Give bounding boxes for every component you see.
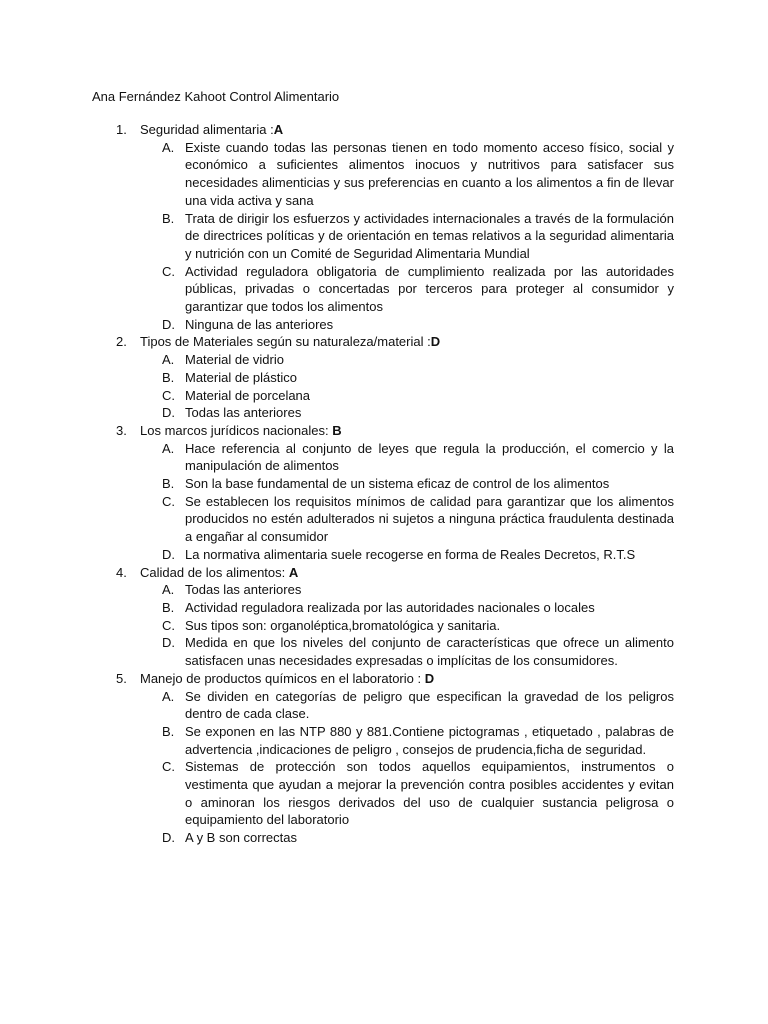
question-item: [0, 670, 768, 847]
option-letter: C.: [162, 617, 175, 633]
question-item: [0, 333, 768, 422]
option-text: Ninguna de las anteriores: [185, 316, 334, 332]
option-letter: B.: [162, 476, 175, 492]
question-item: [0, 121, 768, 333]
question-number: 1.: [116, 122, 127, 137]
option-text: Son la base fundamental de un sistema eficaz de control de los alimentos: [185, 476, 610, 492]
option-list: [0, 139, 768, 334]
question-text: Los marcos jurídicos nacionales:: [140, 422, 333, 438]
option-item: [0, 493, 674, 546]
question-number: 2.: [116, 334, 127, 350]
option-text: Sus tipos son: organoléptica,bromatológica y sanitaria.: [185, 617, 501, 633]
option-letter: A.: [162, 582, 175, 598]
question-item: [0, 564, 768, 670]
option-letter: B.: [162, 369, 175, 385]
option-letter: C.: [162, 263, 175, 279]
question-header: [0, 422, 768, 440]
option-letter: D.: [162, 635, 175, 651]
option-text: Se dividen en categorías de peligro que especifican la gravedad de los peligros dentro de cada clase.: [185, 688, 674, 722]
question-answer: A: [288, 564, 299, 580]
option-item: [0, 263, 674, 316]
option-letter: C.: [162, 493, 175, 509]
option-item: [0, 723, 674, 758]
question-header: [0, 333, 768, 351]
question-number: 3.: [116, 422, 127, 438]
option-item: [0, 351, 674, 369]
option-letter: B.: [162, 599, 175, 615]
option-text: Existe cuando todas las personas tienen en todo momento acceso físico, social y económico a suficientes alimentos inocuos y nutritivos para satisfacer sus necesidades alimenticias y sus preferencias en cuanto a los alimentos a fin de llevar una vida activa y sana: [185, 139, 674, 208]
option-letter: A.: [162, 440, 175, 456]
question-header: [0, 564, 768, 582]
option-letter: C.: [162, 759, 175, 775]
option-item: [0, 316, 674, 334]
option-item: [0, 617, 674, 635]
option-text: Actividad reguladora obligatoria de cumplimiento realizada por las autoridades públicas, privadas o concertadas por terceros para proteger al consumidor y garantizar que todos los alimentos: [185, 263, 674, 315]
question-text: Tipos de Materiales según su naturaleza/material :: [140, 334, 431, 350]
option-text: Medida en que los niveles del conjunto de características que ofrece un alimento satisfacen unas necesidades expresadas o implícitas de los consumidores.: [185, 635, 674, 669]
option-item: [0, 829, 674, 847]
option-letter: B.: [162, 723, 175, 739]
question-header: [0, 670, 768, 688]
option-text: La normativa alimentaria suele recogerse en forma de Reales Decretos, R.T.S: [185, 546, 636, 562]
option-letter: C.: [162, 387, 175, 403]
question-number: 5.: [116, 670, 127, 686]
option-item: [0, 758, 674, 829]
option-text: Sistemas de protección son todos aquellos equipamientos, instrumentos o vestimenta que ayudan a mejorar la prevención contra posibles accidentes y evitan o aminoran los riesgos derivados del uso de cualquier sustancia peligrosa o equipamiento del laboratorio: [185, 759, 674, 828]
option-item: [0, 369, 674, 387]
option-text: A y B son correctas: [185, 830, 297, 846]
option-item: [0, 387, 674, 405]
option-item: [0, 546, 674, 564]
option-list: [0, 440, 768, 564]
option-text: Material de vidrio: [185, 352, 284, 368]
question-header: [0, 121, 768, 139]
option-item: [0, 688, 674, 723]
option-list: [0, 581, 768, 670]
option-text: Material de porcelana: [185, 387, 311, 403]
document-title: Ana Fernández Kahoot Control Alimentario: [92, 89, 340, 104]
option-item: [0, 139, 674, 210]
option-text: Material de plástico: [185, 369, 297, 385]
option-text: Actividad reguladora realizada por las autoridades nacionales o locales: [185, 599, 595, 615]
option-letter: D.: [162, 405, 175, 421]
option-letter: B.: [162, 210, 175, 226]
option-item: [0, 404, 674, 422]
option-item: [0, 599, 674, 617]
option-item: [0, 440, 674, 475]
option-text: Todas las anteriores: [185, 405, 302, 421]
question-text: Calidad de los alimentos:: [140, 564, 289, 580]
option-letter: A.: [162, 688, 175, 704]
option-letter: D.: [162, 546, 175, 562]
option-list: [0, 688, 768, 847]
option-list: [0, 351, 768, 422]
option-text: Se establecen los requisitos mínimos de calidad para garantizar que los alimentos producidos no estén adulterados ni sujetos a ninguna práctica fraudulenta destinada a engañar al consumidor: [185, 493, 674, 545]
question-text: Manejo de productos químicos en el laboratorio :: [140, 670, 425, 686]
question-answer: B: [332, 422, 342, 438]
option-letter: D.: [162, 316, 175, 332]
option-text: Hace referencia al conjunto de leyes que regula la producción, el comercio y la manipulación de alimentos: [185, 440, 674, 474]
question-text: Seguridad alimentaria :: [140, 122, 274, 137]
option-letter: D.: [162, 830, 175, 846]
question-answer: A: [273, 122, 284, 137]
option-item: [0, 475, 674, 493]
question-list: [0, 121, 768, 847]
option-letter: A.: [162, 139, 175, 155]
option-item: [0, 581, 674, 599]
option-item: [0, 634, 674, 669]
option-text: Se exponen en las NTP 880 y 881.Contiene pictogramas , etiquetado , palabras de advertencia ,indicaciones de peligro , consejos de prudencia,ficha de seguridad.: [185, 723, 674, 757]
question-item: [0, 422, 768, 564]
question-answer: D: [430, 334, 441, 350]
option-letter: A.: [162, 352, 175, 368]
question-answer: D: [424, 670, 435, 686]
option-text: Todas las anteriores: [185, 582, 302, 598]
question-number: 4.: [116, 564, 127, 580]
option-text: Trata de dirigir los esfuerzos y actividades internacionales a través de la formulación de directrices políticas y de orientación en temas relativos a la seguridad alimentaria y nutrición con un Comité de Seguridad Alimentaria Mundial: [185, 210, 674, 261]
option-item: [0, 210, 674, 263]
